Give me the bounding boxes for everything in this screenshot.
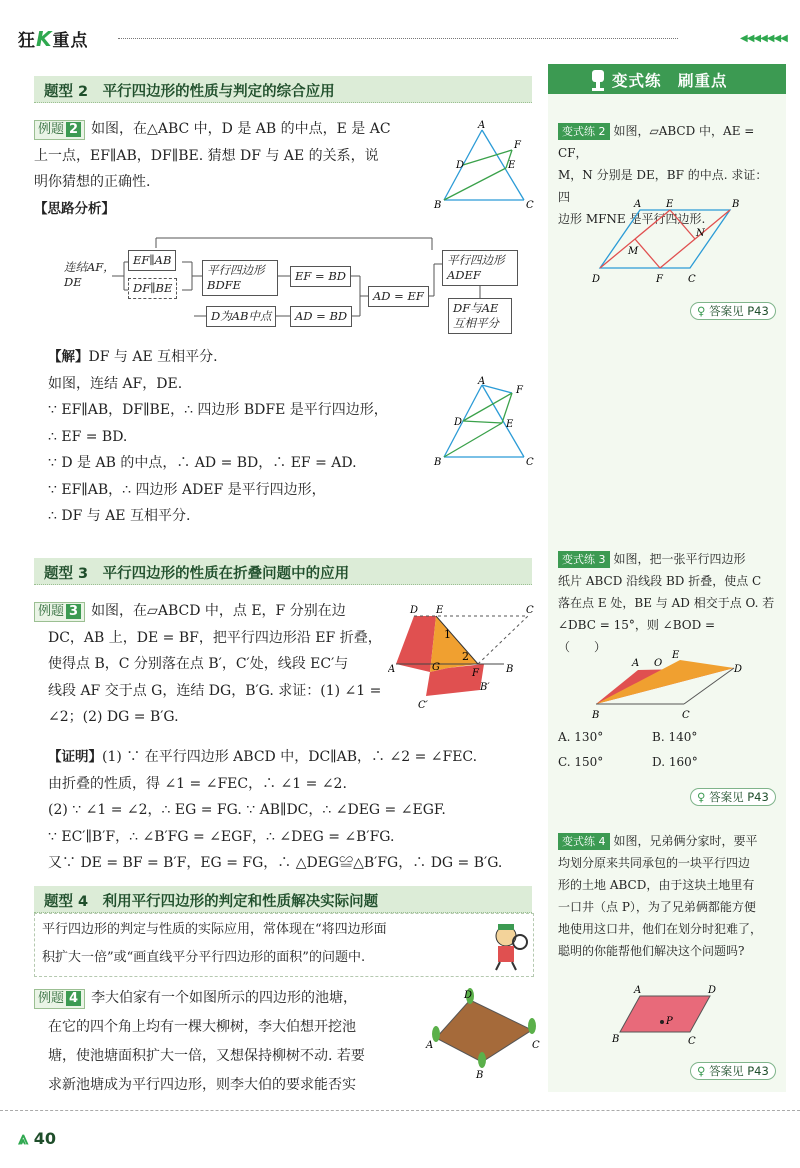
svg-text:D: D <box>456 160 465 171</box>
svg-text:F: F <box>516 385 523 396</box>
variant-2-text: 变式练 2 如图，▱ABCD 中，AE = CF， M，N 分别是 DE，BF 的中点. 求证：四 边形 MFNE 是平行四边形. <box>558 124 768 226</box>
svg-text:C: C <box>526 200 534 210</box>
svg-text:N: N <box>696 228 705 239</box>
svg-text:A: A <box>634 199 642 210</box>
svg-text:F: F <box>656 274 663 285</box>
example-3-proof: 【证明】(1) ∵ 在平行四边形 ABCD 中，DC∥AB，∴ ∠2 = ∠FEC. 由折叠的性质，得 ∠1 = ∠FEC，∴ ∠1 = ∠2. (2) ∵ ∠1 = ∠2，∴ EG = FG. ∵ AB∥DC，∴ ∠DEG = ∠EGF. ∵ EC′∥B′F，∴ ∠B′FG = ∠EGF，∴ ∠DEG = ∠B′FG. 又∵ DE = BF = B′F，EG = FG，∴ △DEG≌△B′FG，∴ DG = B′G. <box>48 749 503 871</box>
svg-text:B: B <box>506 664 514 675</box>
svg-text:B: B <box>476 1070 484 1080</box>
flow-box-ad-ef: AD = EF <box>368 286 429 307</box>
example-4-label: 例题 4 <box>34 989 85 1009</box>
flow-box-d-midpoint: D为AB中点 <box>206 306 276 327</box>
svg-text:C: C <box>688 1036 696 1047</box>
svg-text:E: E <box>436 605 444 616</box>
example-4-pond-figure <box>424 986 540 1080</box>
tip-text: 平行四边形的判定与性质的实际应用，常体现在“将四边形面 积扩大一倍”或“画直线平分平行四边形的面积”的问题中. <box>42 922 387 965</box>
example-3-figure <box>388 602 538 714</box>
svg-text:G: G <box>432 662 440 673</box>
example-2-figure <box>432 118 542 210</box>
option-c[interactable]: C. 150° <box>558 755 604 769</box>
option-a[interactable]: A. 130° <box>558 730 604 744</box>
flow-box-ad-bd: AD = BD <box>290 306 352 327</box>
variant-4-figure <box>610 982 720 1048</box>
svg-text:B: B <box>434 200 442 210</box>
flow-start: 连结AF，DE <box>64 260 115 289</box>
trophy-icon <box>586 66 610 92</box>
solution-2-figure <box>432 375 542 467</box>
svg-text:B′: B′ <box>480 682 490 693</box>
svg-text:M: M <box>628 246 639 257</box>
svg-text:A: A <box>634 985 642 996</box>
svg-text:B: B <box>612 1034 620 1045</box>
variant-3-text: 变式练 3 如图，把一张平行四边形 纸片 ABCD 沿线段 BD 折叠，使点 C 落在点 E 处，BE 与 AD 相交于点 O. 若 ∠DBC = 15°，则 ∠BOD = （ ） <box>558 552 775 654</box>
variant-2-figure <box>588 196 758 286</box>
svg-text:B: B <box>592 710 600 721</box>
svg-text:E: E <box>506 419 514 430</box>
svg-text:C: C <box>688 274 696 285</box>
option-d[interactable]: D. 160° <box>652 755 698 769</box>
header-divider <box>118 38 678 39</box>
svg-text:D: D <box>454 417 463 428</box>
svg-text:1: 1 <box>444 628 451 641</box>
variant-2-label: 变式练 2 <box>558 123 610 140</box>
variant-3-label: 变式练 3 <box>558 551 610 568</box>
example-4-problem: 例题 4 李大伯家有一个如图所示的四边形的池塘， 在它的四个角上均有一棵大柳树，李大伯想开挖池 塘，使池塘面积扩大一倍，又想保持柳树不动. 若要 求新池塘成为平行四边形，则李大伯的要求能否实 <box>34 984 426 1100</box>
svg-text:B: B <box>434 457 442 467</box>
variant-2-answer[interactable]: ♀ 答案见 P43 <box>690 300 776 319</box>
svg-text:E: E <box>672 650 680 661</box>
svg-text:D: D <box>592 274 601 285</box>
example-2-problem: 例题 2 如图，在△ABC 中，D 是 AB 的中点，E 是 AC 上一点，EF∥AB，DF∥BE. 猜想 DF 与 AE 的关系，说 明你猜想的正确性. 【思路分析】 <box>34 116 434 222</box>
flow-box-ef-ab: EF∥AB <box>128 250 176 271</box>
analysis-title: 【思路分析】 <box>34 200 115 217</box>
variant-3-figure <box>588 648 758 722</box>
section-4-title: 题型 4 利用平行四边形的判定和性质解决实际问题 <box>44 894 379 910</box>
section-2-title: 题型 2 平行四边形的性质与判定的综合应用 <box>44 84 335 100</box>
section-3-title: 题型 3 平行四边形的性质在折叠问题中的应用 <box>44 566 350 582</box>
flow-box-conclusion: DF与AE互相平分 <box>448 298 512 334</box>
pin-icon: ♀ <box>697 790 706 804</box>
svg-text:O: O <box>654 658 663 669</box>
svg-text:C: C <box>526 605 534 616</box>
sidebar-title: 变式练 刷重点 <box>612 72 728 90</box>
variant-4-answer[interactable]: ♀ 答案见 P43 <box>690 1060 776 1079</box>
svg-text:E: E <box>508 160 516 171</box>
variant-4-label: 变式练 4 <box>558 833 610 850</box>
svg-text:D: D <box>734 664 743 675</box>
footer-divider <box>0 1110 800 1111</box>
variant-4-text: 变式练 4 如图，兄弟俩分家时，要平 均划分原来共同承包的一块平行四边 形的土地 ABCD，由于这块土地里有 一口井（点 P），为了兄弟俩都能方便 地使用这口井，他们在划分时犯难了， 聪明的你能帮他们解决这个问题吗? <box>558 834 763 958</box>
flow-box-ef-bd: EF = BD <box>290 266 351 287</box>
svg-text:F: F <box>472 668 479 679</box>
example-2-solution: 【解】DF 与 AE 互相平分. 如图，连结 AF，DE. ∵ EF∥AB，DF∥BE，∴ 四边形 BDFE 是平行四边形， ∴ EF = BD. ∵ D 是 AB 的中点，∴ AD = BD，∴ EF = AD. ∵ EF∥AB，∴ 四边形 ADEF 是平行四边形， ∴ DF 与 AE 互相平分. <box>48 349 388 524</box>
svg-text:A: A <box>478 376 486 387</box>
example-3-label: 例题 3 <box>34 602 85 622</box>
variant-3-answer[interactable]: ♀ 答案见 P43 <box>690 786 776 805</box>
example-3-problem: 例题 3 如图，在▱ABCD 中，点 E，F 分别在边 DC，AB 上，DE = BF，把平行四边形沿 EF 折叠， 使得点 B，C 分别落在点 B′，C′处，线段 EC′与 线段 AF 交于点 G，连结 DG，B′G. 求证：(1) ∠1 = ∠2；(2) DG = B′G. <box>34 598 396 731</box>
pin-icon: ♀ <box>697 304 706 318</box>
flow-box-adef: 平行四边形ADEF <box>442 250 518 286</box>
svg-text:E: E <box>666 199 674 210</box>
brand-logo: 狂K重点 <box>18 27 89 51</box>
fig2-label-a: A <box>478 120 486 131</box>
svg-text:P: P <box>666 1016 673 1027</box>
example-2-label: 例题 2 <box>34 120 85 140</box>
svg-text:2: 2 <box>462 650 469 663</box>
svg-text:A: A <box>426 1040 434 1051</box>
section-2-bar <box>34 76 532 103</box>
svg-text:D: D <box>708 985 717 996</box>
section-3-bar <box>34 558 532 585</box>
svg-text:D: D <box>464 990 473 1001</box>
page-number: ⩓ 40 <box>18 1128 56 1149</box>
svg-text:D: D <box>410 605 419 616</box>
svg-text:C: C <box>532 1040 540 1051</box>
section-4-bar <box>34 886 532 913</box>
svg-text:C: C <box>682 710 690 721</box>
detective-mascot-icon <box>486 920 530 972</box>
flow-box-bdfe: 平行四边形BDFE <box>202 260 278 296</box>
svg-text:B: B <box>732 199 740 210</box>
svg-text:A: A <box>388 664 396 675</box>
flow-box-df-be: DF∥BE <box>128 278 177 299</box>
svg-text:C: C <box>526 457 534 467</box>
analysis-flowchart <box>60 236 530 346</box>
option-b[interactable]: B. 140° <box>652 730 698 744</box>
svg-text:C′: C′ <box>418 700 428 711</box>
pin-icon: ♀ <box>697 1064 706 1078</box>
compass-icon: ⩓ <box>18 1128 29 1149</box>
svg-text:F: F <box>514 140 521 151</box>
header-arrows-icon: ◀◀◀◀◀◀◀ <box>740 33 787 44</box>
svg-text:A: A <box>632 658 640 669</box>
